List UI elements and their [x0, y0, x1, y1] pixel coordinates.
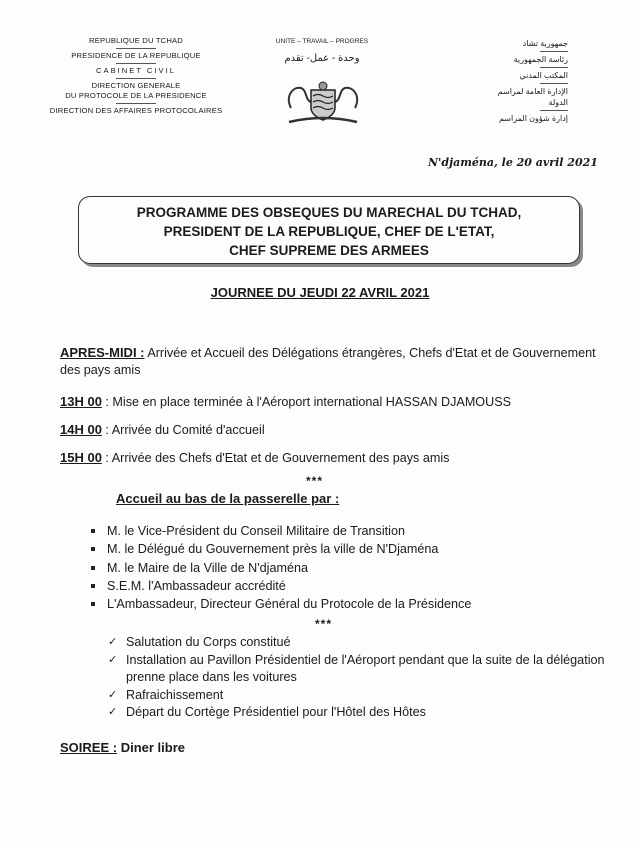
- divider: [116, 103, 156, 104]
- protocol-directorate-arabic: الإدارة العامة لمراسم الدولة: [497, 87, 568, 107]
- welcome-heading: Accueil au bas de la passerelle par :: [116, 491, 340, 506]
- national-motto-arabic: وحدة - عمل- تقدم: [284, 53, 360, 64]
- schedule-time: 14H 00: [60, 422, 102, 437]
- civil-cabinet-arabic: المكتب المدني: [519, 71, 568, 80]
- protocol-affairs-arabic: إدارة شؤون المراسم: [498, 114, 568, 123]
- schedule-text: : Arrivée du Comité d'accueil: [101, 423, 265, 437]
- list-item: M. le Maire de la Ville de N'djaména: [90, 559, 471, 577]
- afternoon-text: Arrivée et Accueil des Délégations étrangères, Chefs d'Etat et de Gouvernement des pays amis: [60, 346, 596, 377]
- coat-of-arms-icon: [283, 78, 363, 128]
- list-item: [108, 704, 608, 722]
- section-separator: ***: [315, 617, 333, 631]
- afternoon-paragraph: [60, 344, 605, 379]
- checkmark-icon: ✓: [108, 653, 118, 666]
- schedule-text: : Mise en place terminée à l'Aéroport international HASSAN DJAMOUSS: [101, 395, 511, 409]
- checkmark-icon: ✓: [108, 688, 118, 701]
- header-center: [262, 38, 382, 64]
- list-item: L'Ambassadeur, Directeur Général du Protocole de la Présidence: [90, 595, 471, 613]
- section-separator: ***: [306, 474, 324, 488]
- list-item: M. le Vice-Président du Conseil Militaire de Transition: [90, 522, 471, 540]
- day-heading: JOURNEE DU JEUDI 22 AVRIL 2021: [210, 285, 430, 300]
- general-directorate: DIRECTION GENERALE: [91, 81, 181, 90]
- national-motto: UNITE – TRAVAIL – PROGRES: [275, 38, 369, 45]
- divider: [540, 67, 568, 68]
- evening-label: SOIREE :: [60, 740, 118, 755]
- country-name: REPUBLIQUE DU TCHAD: [89, 36, 183, 45]
- checkmark-icon: ✓: [108, 636, 118, 648]
- list-item: [108, 634, 608, 652]
- document-title: [78, 196, 580, 264]
- presidency-name-arabic: رئاسة الجمهورية: [513, 55, 568, 64]
- divider: [116, 63, 156, 64]
- schedule-item: [60, 393, 511, 411]
- schedule-time: 13H 00: [60, 394, 102, 409]
- title-line-1: PROGRAMME DES OBSEQUES DU MARECHAL DU TCHAD,: [136, 205, 522, 220]
- step-text: Salutation du Corps constitué: [126, 635, 291, 649]
- title-line-2: PRESIDENT DE LA REPUBLIQUE, CHEF DE L'ETAT,: [163, 224, 495, 239]
- header-right: [478, 38, 568, 124]
- schedule-text: : Arrivée des Chefs d'Etat et de Gouvernement des pays amis: [101, 451, 450, 465]
- divider: [116, 48, 156, 49]
- divider: [540, 110, 568, 111]
- header-left: [36, 36, 236, 116]
- protocol-affairs-directorate: DIRECTION DES AFFAIRES PROTOCOLAIRES: [49, 106, 223, 115]
- civil-cabinet: CABINET CIVIL: [96, 66, 176, 75]
- step-text: Installation au Pavillon Présidentiel de l'Aéroport pendant que la suite de la délégation prenne place dans les voitures: [126, 652, 605, 684]
- schedule-item: [60, 449, 449, 467]
- divider: [540, 83, 568, 84]
- schedule-item: [60, 421, 265, 439]
- list-item: M. le Délégué du Gouvernement près la ville de N'Djaména: [90, 540, 471, 558]
- country-name-arabic: جمهورية تشاد: [522, 39, 568, 48]
- list-item: S.E.M. l'Ambassadeur accrédité: [90, 577, 471, 595]
- evening-text: Diner libre: [117, 740, 185, 755]
- divider: [116, 78, 156, 79]
- protocol-directorate: DU PROTOCOLE DE LA PRESIDENCE: [65, 91, 207, 100]
- divider: [540, 51, 568, 52]
- steps-list: [108, 634, 608, 722]
- checkmark-icon: ✓: [108, 706, 118, 718]
- step-text: Rafraichissement: [126, 687, 224, 702]
- presidency-name: PRESIDENCE DE LA REPUBLIQUE: [71, 51, 201, 60]
- list-item: [108, 652, 608, 687]
- list-item: [108, 687, 608, 705]
- welcome-list: [90, 522, 471, 613]
- step-text: Départ du Cortège Présidentiel pour l'Hôtel des Hôtes: [126, 705, 426, 719]
- evening-line: [60, 740, 185, 755]
- schedule-time: 15H 00: [60, 450, 102, 465]
- afternoon-label: APRES-MIDI :: [60, 345, 145, 360]
- title-line-3: CHEF SUPREME DES ARMEES: [229, 243, 429, 258]
- document-date: N'djaména, le 20 avril 2021: [428, 156, 598, 169]
